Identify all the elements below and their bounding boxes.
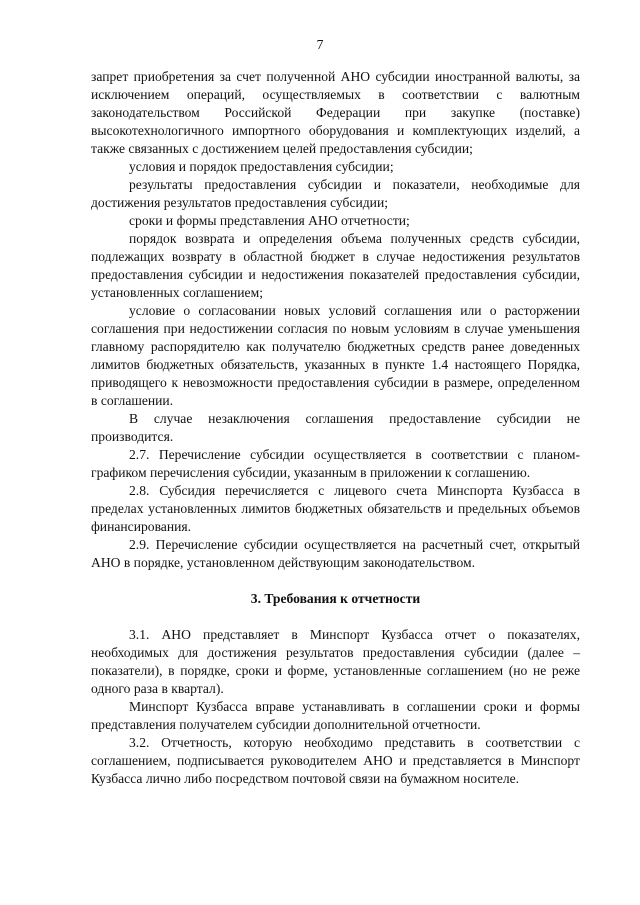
document-body bbox=[91, 68, 580, 788]
paragraph: Минспорт Кузбасса вправе устанавливать в соглашении сроки и формы представления получателем субсидии дополнительной отчетности. bbox=[91, 699, 580, 732]
paragraph: 2.7. Перечисление субсидии осуществляется в соответствии с планом-графиком перечисления субсидии, указанным в приложении к соглашению. bbox=[91, 447, 580, 480]
paragraph: порядок возврата и определения объема полученных средств субсидии, подлежащих возврату в областной бюджет в случае недостижения результатов предоставления субсидии и недостижения показателей предоставления субсидии, установленных соглашением; bbox=[91, 231, 580, 300]
paragraph: 2.8. Субсидия перечисляется с лицевого счета Минспорта Кузбасса в пределах установленных лимитов бюджетных обязательств и предельных объемов финансирования. bbox=[91, 483, 580, 534]
paragraph: запрет приобретения за счет полученной АНО субсидии иностранной валюты, за исключением операций, осуществляемых в соответствии с валютным законодательством Российской Федерации при закупке (поставке) высокотехнологичного импортного оборудования и комплектующих изделий, а также связанных с достижением целей предоставления субсидии; bbox=[91, 69, 580, 156]
paragraph: условия и порядок предоставления субсидии; bbox=[129, 159, 394, 174]
section-heading: 3. Требования к отчетности bbox=[250, 591, 421, 606]
paragraph: результаты предоставления субсидии и показатели, необходимые для достижения результатов предоставления субсидии; bbox=[91, 177, 580, 210]
paragraph: условие о согласовании новых условий соглашения или о расторжении соглашения при недостижении согласия по новым условиям в случае уменьшения главному распорядителю как получателю бюджетных средств ранее доведенных лимитов бюджетных обязательств, указанных в пункте 1.4 настоящего Порядка, приводящего к невозможности предоставления субсидии в размере, определенном в соглашении. bbox=[91, 303, 580, 408]
paragraph: сроки и формы представления АНО отчетности; bbox=[129, 213, 410, 228]
page-number: 7 bbox=[316, 37, 324, 52]
paragraph: В случае незаключения соглашения предоставление субсидии не производится. bbox=[91, 411, 580, 444]
paragraph: 3.2. Отчетность, которую необходимо представить в соответствии с соглашением, подписывается руководителем АНО и представляется в Минспорт Кузбасса лично либо посредством почтовой связи на бумажном носителе. bbox=[91, 735, 580, 786]
paragraph: 2.9. Перечисление субсидии осуществляется на расчетный счет, открытый АНО в порядке, установленном действующим законодательством. bbox=[91, 537, 580, 570]
paragraph: 3.1. АНО представляет в Минспорт Кузбасса отчет о показателях, необходимых для достижения результатов предоставления субсидии (далее – показатели), в порядке, сроки и форме, установленные соглашением (но не реже одного раза в квартал). bbox=[91, 627, 580, 696]
